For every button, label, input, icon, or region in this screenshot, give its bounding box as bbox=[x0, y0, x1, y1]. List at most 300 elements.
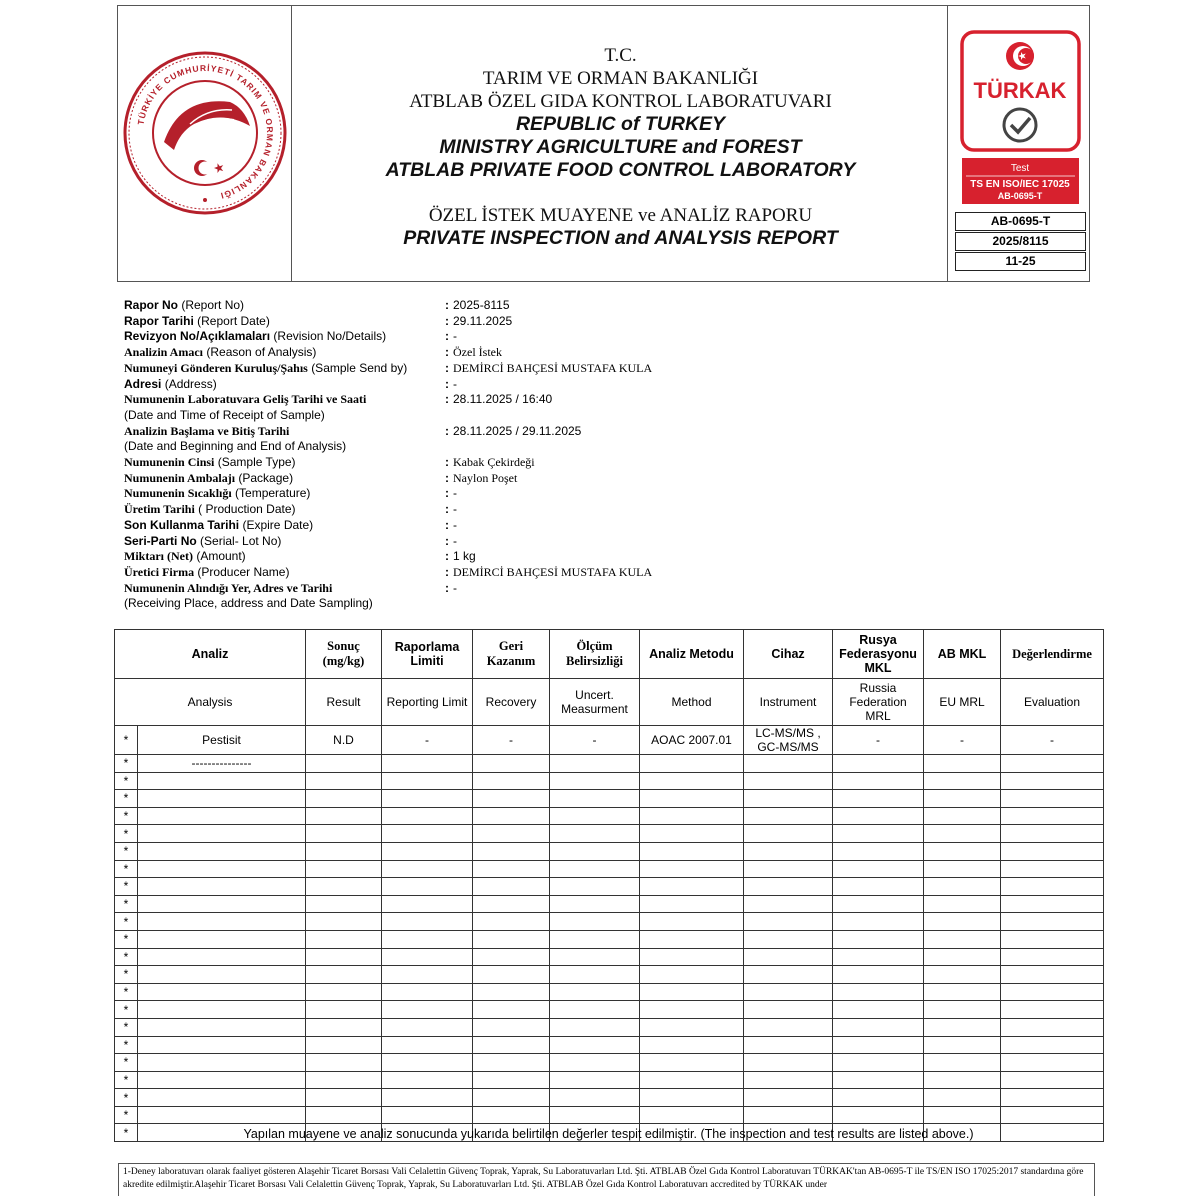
empty-cell bbox=[833, 1106, 924, 1124]
empty-cell bbox=[640, 983, 744, 1001]
info-label-en: (Address) bbox=[164, 376, 217, 391]
empty-cell bbox=[306, 860, 382, 878]
turkak-standard: TS EN ISO/IEC 17025 bbox=[970, 179, 1070, 190]
revision-code: 11-25 bbox=[955, 252, 1086, 271]
row-marker: * bbox=[115, 913, 138, 931]
table-row bbox=[115, 966, 1104, 984]
results-footnote: Yapılan muayene ve analiz sonucunda yukarıda belirtilen değerler tespit edilmiştir. (The inspection and test results are listed above.) bbox=[243, 1127, 974, 1141]
cell-analysis: --------------- bbox=[138, 755, 306, 773]
info-value-text: - bbox=[453, 329, 457, 344]
empty-cell bbox=[382, 825, 473, 843]
empty-cell bbox=[924, 1018, 1001, 1036]
row-marker: * bbox=[115, 1124, 138, 1142]
row-marker: * bbox=[115, 1106, 138, 1124]
empty-cell bbox=[833, 807, 924, 825]
empty-cell bbox=[382, 1018, 473, 1036]
empty-cell bbox=[138, 895, 306, 913]
info-label-en: (Revision No/Details) bbox=[273, 329, 387, 344]
empty-cell bbox=[924, 772, 1001, 790]
cell-recovery: - bbox=[473, 726, 550, 755]
empty-cell bbox=[1001, 930, 1104, 948]
table-row bbox=[115, 948, 1104, 966]
empty-cell bbox=[138, 842, 306, 860]
empty-cell bbox=[924, 1036, 1001, 1054]
info-value bbox=[445, 314, 512, 330]
empty-cell bbox=[1001, 1054, 1104, 1072]
row-marker: * bbox=[115, 895, 138, 913]
info-value bbox=[445, 471, 517, 487]
empty-cell bbox=[1001, 1071, 1104, 1089]
empty-cell bbox=[924, 895, 1001, 913]
empty-cell bbox=[833, 1036, 924, 1054]
empty-cell bbox=[306, 842, 382, 860]
empty-cell bbox=[1001, 807, 1104, 825]
info-value bbox=[445, 534, 457, 550]
empty-cell bbox=[833, 772, 924, 790]
info-value-text: DEMİRCİ BAHÇESİ MUSTAFA KULA bbox=[453, 564, 653, 579]
info-value-text: - bbox=[453, 486, 457, 501]
empty-cell bbox=[744, 1036, 833, 1054]
info-label-tr: Miktarı (Net) bbox=[124, 549, 193, 564]
empty-cell bbox=[306, 1089, 382, 1107]
info-label bbox=[124, 534, 444, 550]
empty-cell bbox=[473, 772, 550, 790]
cell-recovery bbox=[473, 755, 550, 773]
empty-cell bbox=[473, 1001, 550, 1019]
empty-cell bbox=[640, 1089, 744, 1107]
empty-cell bbox=[550, 913, 640, 931]
report-number-code: 2025/8115 bbox=[955, 232, 1086, 251]
empty-cell bbox=[924, 790, 1001, 808]
empty-cell bbox=[924, 1001, 1001, 1019]
info-colon: : bbox=[445, 329, 449, 344]
empty-cell bbox=[138, 948, 306, 966]
empty-cell bbox=[924, 1089, 1001, 1107]
col-header-rusya: Rusya Federasyonu MKL bbox=[833, 630, 924, 679]
row-marker: * bbox=[115, 842, 138, 860]
empty-cell bbox=[382, 966, 473, 984]
info-label bbox=[124, 345, 444, 361]
table-row bbox=[115, 726, 1104, 755]
empty-cell bbox=[138, 1001, 306, 1019]
empty-cell bbox=[744, 842, 833, 860]
accreditation-note: 1-Deney laboratuvarı olarak faaliyet gösteren Alaşehir Ticaret Borsası Vali Celalettin Güvenç Toprak, Yaprak, Su Laboratuvarları Ltd. Şti. ATBLAB Özel Gıda Kontrol Laboratuvarı TÜRKAK'tan AB-0695-T ile TS/EN ISO 17025:2017 standardına göre akredite edilmiştir.Alaşehir Ticaret Borsası Vali Celalettin Güvenç Toprak, Yaprak, Su Laboratuvarları Ltd. Şti. ATBLAB Özel Gıda Kontrol Laboratuvarı accredited by TÜRKAK under bbox=[118, 1163, 1095, 1196]
info-label-en: (Serial- Lot No) bbox=[200, 533, 282, 548]
col-header-method: Method bbox=[640, 679, 744, 726]
cell-reporting-limit: - bbox=[382, 726, 473, 755]
empty-cell bbox=[138, 772, 306, 790]
col-header-evaluation: Evaluation bbox=[1001, 679, 1104, 726]
empty-cell bbox=[744, 1054, 833, 1072]
info-colon: : bbox=[445, 549, 449, 564]
info-row bbox=[124, 518, 824, 534]
info-label bbox=[124, 502, 444, 518]
empty-cell bbox=[833, 983, 924, 1001]
col-header-reporting-limit: Reporting Limit bbox=[382, 679, 473, 726]
empty-cell bbox=[833, 842, 924, 860]
col-header-sonuc: Sonuç (mg/kg) bbox=[306, 630, 382, 679]
info-label-en: (Reason of Analysis) bbox=[206, 345, 317, 360]
info-label-en: (Report Date) bbox=[197, 313, 270, 328]
info-value-text: - bbox=[453, 580, 457, 595]
empty-cell bbox=[924, 948, 1001, 966]
info-colon: : bbox=[445, 580, 449, 595]
col-header-metod: Analiz Metodu bbox=[640, 630, 744, 679]
empty-cell bbox=[550, 948, 640, 966]
info-colon: : bbox=[445, 376, 449, 391]
empty-cell bbox=[306, 930, 382, 948]
col-header-olcum: Ölçüm Belirsizliği bbox=[550, 630, 640, 679]
empty-cell bbox=[473, 790, 550, 808]
empty-cell bbox=[640, 790, 744, 808]
info-label-en: (Report No) bbox=[181, 298, 245, 312]
empty-cell bbox=[1001, 790, 1104, 808]
empty-cell bbox=[1001, 878, 1104, 896]
info-label-tr: Üretici Firma bbox=[124, 564, 195, 579]
cell-russia-mrl: - bbox=[833, 726, 924, 755]
empty-cell bbox=[640, 807, 744, 825]
row-marker: * bbox=[115, 860, 138, 878]
row-marker: * bbox=[115, 948, 138, 966]
info-value-text: Naylon Poşet bbox=[453, 470, 518, 485]
info-value bbox=[445, 581, 457, 597]
empty-cell bbox=[382, 1036, 473, 1054]
info-row bbox=[124, 565, 824, 581]
empty-cell bbox=[833, 1018, 924, 1036]
row-marker: * bbox=[115, 755, 138, 773]
info-value-text: 28.11.2025 / 16:40 bbox=[453, 392, 553, 407]
col-header-analysis: Analysis bbox=[115, 679, 306, 726]
empty-cell bbox=[1001, 948, 1104, 966]
empty-cell bbox=[744, 948, 833, 966]
empty-cell bbox=[924, 860, 1001, 878]
cell-instrument bbox=[744, 755, 833, 773]
col-header-geri: Geri Kazanım bbox=[473, 630, 550, 679]
info-colon: : bbox=[445, 345, 449, 360]
row-marker: * bbox=[115, 966, 138, 984]
empty-cell bbox=[640, 966, 744, 984]
empty-cell bbox=[138, 1036, 306, 1054]
empty-cell bbox=[1001, 895, 1104, 913]
empty-cell bbox=[473, 807, 550, 825]
empty-cell bbox=[1001, 1001, 1104, 1019]
table-row bbox=[115, 772, 1104, 790]
info-label-tr: Üretim Tarihi bbox=[124, 502, 195, 517]
cell-method bbox=[640, 755, 744, 773]
info-label-tr: Numunenin Alındığı Yer, Adres ve Tarihi bbox=[124, 580, 333, 595]
info-label-tr: Numunenin Ambalajı bbox=[124, 470, 236, 485]
info-colon: : bbox=[445, 455, 449, 470]
info-colon: : bbox=[445, 533, 449, 548]
info-value bbox=[445, 298, 510, 314]
info-row bbox=[124, 345, 824, 361]
info-colon: : bbox=[445, 470, 449, 485]
info-colon: : bbox=[445, 298, 449, 312]
empty-cell bbox=[744, 807, 833, 825]
empty-cell bbox=[138, 807, 306, 825]
empty-cell bbox=[1001, 842, 1104, 860]
empty-cell bbox=[473, 1054, 550, 1072]
info-value-text: 29.11.2025 bbox=[453, 313, 513, 328]
empty-cell bbox=[744, 825, 833, 843]
empty-cell bbox=[1001, 966, 1104, 984]
info-row bbox=[124, 314, 824, 330]
table-row bbox=[115, 1036, 1104, 1054]
empty-cell bbox=[550, 790, 640, 808]
table-row bbox=[115, 860, 1104, 878]
empty-cell bbox=[1001, 1018, 1104, 1036]
info-label bbox=[124, 361, 444, 377]
empty-cell bbox=[924, 930, 1001, 948]
empty-cell bbox=[1001, 913, 1104, 931]
empty-cell bbox=[924, 807, 1001, 825]
col-header-instrument: Instrument bbox=[744, 679, 833, 726]
table-row bbox=[115, 1106, 1104, 1124]
table-row bbox=[115, 1054, 1104, 1072]
empty-cell bbox=[924, 983, 1001, 1001]
empty-cell bbox=[924, 1054, 1001, 1072]
row-marker: * bbox=[115, 1071, 138, 1089]
info-value-text: Özel İstek bbox=[453, 345, 502, 360]
empty-cell bbox=[473, 1089, 550, 1107]
info-value-text: Kabak Çekirdeği bbox=[453, 455, 535, 470]
empty-cell bbox=[306, 1036, 382, 1054]
empty-cell bbox=[833, 930, 924, 948]
empty-cell bbox=[1001, 1036, 1104, 1054]
empty-cell bbox=[550, 825, 640, 843]
row-marker: * bbox=[115, 1018, 138, 1036]
empty-cell bbox=[640, 1071, 744, 1089]
title-lab-en: ATBLAB PRIVATE FOOD CONTROL LABORATORY bbox=[385, 159, 856, 181]
empty-cell bbox=[473, 825, 550, 843]
cell-uncertainty: - bbox=[550, 726, 640, 755]
info-row bbox=[124, 549, 824, 565]
cell-eu-mrl bbox=[924, 755, 1001, 773]
info-row bbox=[124, 502, 824, 518]
empty-cell bbox=[138, 825, 306, 843]
info-label bbox=[124, 549, 444, 565]
empty-cell bbox=[744, 1089, 833, 1107]
empty-cell bbox=[550, 860, 640, 878]
empty-cell bbox=[382, 842, 473, 860]
header-titles bbox=[293, 44, 948, 250]
empty-cell bbox=[924, 842, 1001, 860]
empty-cell bbox=[550, 1001, 640, 1019]
info-label bbox=[124, 565, 444, 581]
empty-cell bbox=[550, 772, 640, 790]
empty-cell bbox=[833, 860, 924, 878]
empty-cell bbox=[640, 1018, 744, 1036]
empty-cell bbox=[744, 966, 833, 984]
empty-cell bbox=[640, 913, 744, 931]
info-label bbox=[124, 314, 444, 330]
empty-cell bbox=[138, 1071, 306, 1089]
empty-cell bbox=[744, 790, 833, 808]
info-value bbox=[445, 502, 457, 518]
empty-cell bbox=[744, 983, 833, 1001]
empty-cell bbox=[550, 966, 640, 984]
empty-cell bbox=[640, 772, 744, 790]
empty-cell bbox=[550, 1054, 640, 1072]
empty-cell bbox=[744, 878, 833, 896]
empty-cell bbox=[640, 895, 744, 913]
info-label-tr: Numuneyi Gönderen Kuruluş/Şahıs bbox=[124, 360, 308, 375]
empty-cell bbox=[306, 1001, 382, 1019]
table-row bbox=[115, 842, 1104, 860]
empty-cell bbox=[138, 878, 306, 896]
svg-text:TÜRKİYE CUMHURİYETİ TARIM VE O bbox=[136, 63, 276, 201]
empty-cell bbox=[744, 895, 833, 913]
empty-cell bbox=[744, 1018, 833, 1036]
empty-cell bbox=[640, 1106, 744, 1124]
row-marker: * bbox=[115, 807, 138, 825]
empty-cell bbox=[306, 825, 382, 843]
info-value-text: DEMİRCİ BAHÇESİ MUSTAFA KULA bbox=[453, 360, 653, 375]
info-label-tr: Numunenin Sıcaklığı bbox=[124, 486, 232, 501]
info-label bbox=[124, 486, 444, 502]
info-label-en: (Sample Send by) bbox=[311, 360, 408, 375]
info-value bbox=[445, 345, 502, 361]
row-marker: * bbox=[115, 1001, 138, 1019]
info-colon: : bbox=[445, 564, 449, 579]
info-label-tr: Revizyon No/Açıklamaları bbox=[124, 329, 271, 344]
col-header-russia-mrl: Russia Federation MRL bbox=[833, 679, 924, 726]
empty-cell bbox=[640, 878, 744, 896]
empty-cell bbox=[640, 825, 744, 843]
empty-cell bbox=[550, 807, 640, 825]
col-header-uncertainty: Uncert. Measurment bbox=[550, 679, 640, 726]
info-colon: : bbox=[445, 313, 449, 328]
empty-cell bbox=[382, 860, 473, 878]
empty-cell bbox=[550, 878, 640, 896]
table-row bbox=[115, 755, 1104, 773]
info-label-tr: Rapor Tarihi bbox=[124, 313, 194, 328]
empty-cell bbox=[744, 1071, 833, 1089]
empty-cell bbox=[640, 1036, 744, 1054]
info-value bbox=[445, 329, 457, 345]
row-marker: * bbox=[115, 1089, 138, 1107]
empty-cell bbox=[382, 772, 473, 790]
cell-reporting-limit bbox=[382, 755, 473, 773]
info-row bbox=[124, 424, 824, 455]
empty-cell bbox=[1001, 1089, 1104, 1107]
table-row bbox=[115, 1071, 1104, 1089]
empty-cell bbox=[382, 913, 473, 931]
empty-cell bbox=[306, 983, 382, 1001]
info-value-text: - bbox=[453, 376, 457, 391]
empty-cell bbox=[473, 1018, 550, 1036]
cell-uncertainty bbox=[550, 755, 640, 773]
empty-cell bbox=[1001, 772, 1104, 790]
row-marker: * bbox=[115, 983, 138, 1001]
empty-cell bbox=[550, 1106, 640, 1124]
results-body bbox=[115, 726, 1104, 1142]
empty-cell bbox=[550, 930, 640, 948]
col-header-raporlama: Raporlama Limiti bbox=[382, 630, 473, 679]
table-row bbox=[115, 807, 1104, 825]
empty-cell bbox=[833, 825, 924, 843]
empty-cell bbox=[138, 1106, 306, 1124]
results-table bbox=[114, 629, 1104, 1142]
empty-cell bbox=[1001, 825, 1104, 843]
empty-cell bbox=[550, 1036, 640, 1054]
info-label bbox=[124, 329, 444, 345]
row-marker: * bbox=[115, 726, 138, 755]
col-header-degerlendirme: Değerlendirme bbox=[1001, 630, 1104, 679]
info-label bbox=[124, 518, 444, 534]
info-value-text: 28.11.2025 / 29.11.2025 bbox=[453, 423, 582, 438]
empty-cell bbox=[833, 878, 924, 896]
info-label-tr: Rapor No bbox=[124, 298, 178, 312]
info-value-text: - bbox=[453, 533, 457, 548]
empty-cell bbox=[924, 913, 1001, 931]
info-row bbox=[124, 455, 824, 471]
info-row bbox=[124, 581, 824, 612]
info-value bbox=[445, 518, 457, 534]
info-value bbox=[445, 486, 457, 502]
info-label-en: (Producer Name) bbox=[197, 564, 290, 579]
info-label-en: (Amount) bbox=[196, 549, 246, 564]
empty-cell bbox=[550, 895, 640, 913]
info-label-en: (Package) bbox=[238, 470, 294, 485]
empty-cell bbox=[473, 948, 550, 966]
info-label-en: (Receiving Place, address and Date Sampling) bbox=[124, 596, 373, 611]
info-label-en: (Date and Time of Receipt of Sample) bbox=[124, 407, 325, 422]
empty-cell bbox=[473, 1071, 550, 1089]
report-title-tr: ÖZEL İSTEK MUAYENE ve ANALİZ RAPORU bbox=[428, 205, 813, 226]
info-value bbox=[445, 361, 652, 377]
cell-eu-mrl: - bbox=[924, 726, 1001, 755]
empty-cell bbox=[382, 790, 473, 808]
report-codes bbox=[955, 212, 1086, 272]
info-label-tr: Adresi bbox=[124, 376, 162, 391]
empty-cell bbox=[138, 1018, 306, 1036]
report-header bbox=[117, 5, 1090, 282]
title-ministry-tr: TARIM VE ORMAN BAKANLIĞI bbox=[482, 68, 759, 89]
empty-cell bbox=[382, 1054, 473, 1072]
info-label bbox=[124, 377, 444, 393]
info-colon: : bbox=[445, 517, 449, 532]
info-label bbox=[124, 298, 444, 314]
empty-cell bbox=[138, 860, 306, 878]
info-label-tr: Analizin Amacı bbox=[124, 345, 204, 360]
row-marker: * bbox=[115, 1036, 138, 1054]
empty-cell bbox=[306, 878, 382, 896]
empty-cell bbox=[833, 966, 924, 984]
empty-cell bbox=[833, 1071, 924, 1089]
empty-cell bbox=[744, 930, 833, 948]
empty-cell bbox=[550, 1089, 640, 1107]
empty-cell bbox=[138, 966, 306, 984]
table-row bbox=[115, 878, 1104, 896]
info-value bbox=[445, 377, 457, 393]
empty-cell bbox=[382, 1106, 473, 1124]
table-row bbox=[115, 1001, 1104, 1019]
empty-cell bbox=[833, 948, 924, 966]
info-row bbox=[124, 329, 824, 345]
empty-cell bbox=[1001, 983, 1104, 1001]
info-row bbox=[124, 392, 824, 423]
empty-cell bbox=[138, 1089, 306, 1107]
empty-cell bbox=[382, 895, 473, 913]
empty-cell bbox=[640, 1054, 744, 1072]
cell-analysis: Pestisit bbox=[138, 726, 306, 755]
cell-method: AOAC 2007.01 bbox=[640, 726, 744, 755]
empty-cell bbox=[473, 878, 550, 896]
empty-cell bbox=[306, 790, 382, 808]
info-value bbox=[445, 565, 652, 581]
table-row bbox=[115, 930, 1104, 948]
